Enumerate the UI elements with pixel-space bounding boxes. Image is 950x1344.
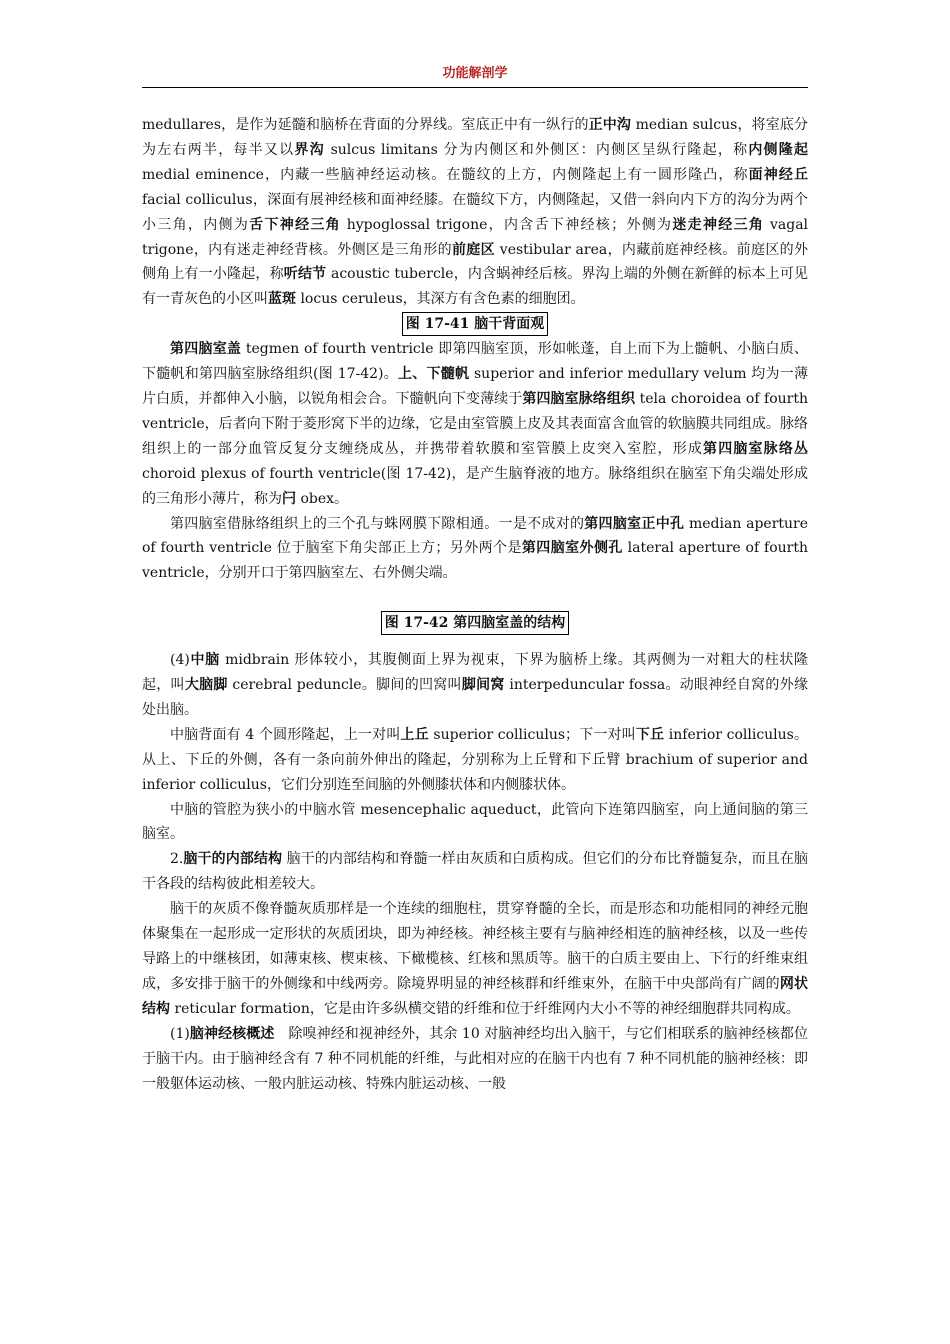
- term: 界沟: [294, 141, 325, 158]
- text: superior and inferior medullary velum 均为一薄片白质，并都伸入小脑，以锐角相会合。下髓帆向下变薄续于: [142, 366, 808, 407]
- term: 第四脑室外侧孔: [521, 540, 623, 557]
- text: cerebral peduncle。脚间的凹窝叫: [227, 677, 462, 694]
- term: 下丘: [635, 726, 665, 743]
- paragraph-fourth-ventricle-roof: [142, 337, 808, 511]
- section-number: 2.: [170, 851, 184, 868]
- text: medial eminence，内藏一些脑神经运动核。在髓纹的上方，内侧隆起上有一圆形隆凸，称: [142, 166, 749, 183]
- text: vestibular area，内藏前庭神经核。前庭区的外侧角上有一小隆起，称: [142, 241, 808, 283]
- text: 脑干的灰质不像脊髓灰质那样是一个连续的细胞柱，贯穿脊髓的全长，而是形态和功能相同的神经元胞体聚集在一起形成一定形状的灰质团块，即为神经核。神经核主要有与脑神经相连的脑神经核，以及一些传导路上的中继核团，如薄束核、楔束核、下橄榄核、红核和黑质等。脑干的白质主要由上、下行的纤维束组成，多安排于脑干的外侧缘和中线两旁。除境界明显的神经核群和纤维束外，在脑干中央部尚有广阔的: [142, 901, 808, 992]
- term: 脑干的内部结构: [183, 851, 283, 868]
- term: 大脑脚: [184, 677, 228, 694]
- text: midbrain 形体较小，其腹侧面上界为视束，下界为脑桥上缘。其两侧为一对粗大的柱状隆起，叫: [142, 652, 809, 694]
- text: hypoglossal trigone，内含舌下神经核；外侧为: [341, 216, 673, 233]
- text: locus ceruleus，其深方有含色素的细胞团。: [296, 291, 585, 308]
- page-body: [142, 113, 808, 1096]
- paragraph-aqueduct: [142, 798, 808, 848]
- text: 脑干的内部结构和脊髓一样由灰质和白质构成。但它们的分布比脊髓复杂，而且在脑干各段的结构彼此相差较大。: [142, 851, 809, 893]
- term: 听结节: [283, 266, 327, 283]
- header-divider: [142, 87, 808, 88]
- section-number: (4): [170, 652, 190, 669]
- term: 中脑: [189, 652, 220, 669]
- figure-caption-17-41: 图 17-41 脑干背面观: [402, 312, 549, 336]
- section-number: (1): [170, 1025, 190, 1042]
- text: vagal trigone，内有迷走神经背核。外侧区是三角形的: [142, 216, 809, 258]
- figure-caption-wrap: [142, 611, 808, 636]
- term: 上、下髓帆: [398, 366, 470, 383]
- text: median sulcus，将室底分为左右两半，每半又以: [142, 117, 808, 158]
- text: 第四脑室借脉络组织上的三个孔与蛛网膜下隙相通。一是不成对的: [170, 515, 585, 532]
- spacer: [142, 636, 808, 648]
- text: sulcus limitans 分为内侧区和外侧区：内侧区呈纵行隆起，称: [324, 141, 749, 158]
- text: 中脑背面有 4 个圆形隆起，上一对叫: [170, 726, 401, 743]
- spacer: [142, 586, 808, 611]
- term: 前庭区: [451, 241, 495, 258]
- text: superior colliculus；下一对叫: [428, 726, 636, 743]
- paragraph-midbrain: [142, 648, 808, 723]
- paragraph-apertures: [142, 512, 808, 587]
- paragraph-rhomboid-fossa: [142, 113, 808, 312]
- term: 网状结构: [142, 975, 809, 1017]
- text: acoustic tubercle，内含蜗神经后核。界沟上端的外侧在新鲜的标本上可见有一青灰色的小区叫: [142, 266, 809, 308]
- term: 第四脑室脉络组织: [522, 390, 636, 407]
- figure-caption-wrap: [142, 312, 808, 337]
- text: choroid plexus of fourth ventricle(图 17-42)，是产生脑脊液的地方。脉络组织在脑室下角尖端处形成的三角形小薄片，称为: [142, 465, 808, 507]
- term: 脚间窝: [461, 677, 505, 694]
- term: 第四脑室脉络丛: [703, 440, 809, 457]
- term: 舌下神经三角: [249, 216, 341, 233]
- term: 面神经丘: [748, 166, 808, 183]
- paragraph-gray-matter: [142, 897, 808, 1022]
- term: 上丘: [400, 726, 429, 743]
- text: 除嗅神经和视神经外，其余 10 对脑神经均出入脑干，与它们相联系的脑神经核都位于脑干内。由于脑神经含有 7 种不同机能的纤维，与此相对应的在脑干内也有 7 种不同机能的脑神经核：即一般躯体运动核、一般内脏运动核、特殊内脏运动核、一般: [142, 1025, 808, 1092]
- term: 脑神经核概述: [189, 1025, 275, 1042]
- term: 第四脑室正中孔: [584, 515, 685, 532]
- text: medullares，是作为延髓和脑桥在背面的分界线。室底正中有一纵行的: [142, 117, 589, 133]
- paragraph-internal-structure: [142, 847, 808, 897]
- term: 闩: [282, 490, 296, 507]
- term: 迷走神经三角: [672, 216, 765, 233]
- paragraph-colliculi: [142, 723, 808, 798]
- text: inferior colliculus。从上、下丘的外侧，各有一条向前外伸出的隆起，分别称为上丘臂和下丘臂 brachium of superior and inferior colliculus，它们分别连至间脑的外侧膝状体和内侧膝状体。: [142, 726, 809, 793]
- term: 内侧隆起: [748, 141, 809, 158]
- text: tegmen of fourth ventricle 即第四脑室顶，形如帐蓬，自上而下为上髓帆、小脑白质、下髓帆和第四脑室脉络组织(图 17-42)。: [142, 341, 809, 383]
- text: tela choroidea of fourth ventricle，后者向下附于菱形窝下半的边缘，它是由室管膜上皮及其表面富含血管的软脑膜共同组成。脉络组织上的一部分血管反复分支缠绕成丛，并携带着软膜和室管膜上皮突入室腔，形成: [142, 390, 808, 457]
- text: obex。: [296, 490, 349, 507]
- figure-caption-17-42: 图 17-42 第四脑室盖的结构: [381, 611, 570, 635]
- term: 蓝斑: [268, 291, 296, 308]
- paragraph-cranial-nerve-nuclei: [142, 1022, 808, 1097]
- text: facial colliculus，深面有展神经核和面神经膝。在髓纹下方，内侧隆起，又借一斜向内下方的沟分为两个小三角，内侧为: [142, 191, 808, 233]
- page-header: 功能解剖学: [442, 66, 508, 81]
- text: 中脑的管腔为狭小的中脑水管 mesencephalic aqueduct，此管向下连第四脑室，向上通间脑的第三脑室。: [142, 801, 808, 843]
- term: 第四脑室盖: [170, 341, 242, 358]
- text: interpeduncular fossa。动眼神经自窝的外缘处出脑。: [142, 677, 808, 718]
- text: median aperture of fourth ventricle 位于脑室下角尖部正上方；另外两个是: [142, 515, 809, 557]
- text: reticular formation，它是由许多纵横交错的纤维和位于纤维网内大小不等的神经细胞群共同构成。: [170, 1000, 800, 1017]
- term: 正中沟: [588, 117, 632, 133]
- text: lateral aperture of fourth ventricle，分别开口于第四脑室左、右外侧尖端。: [142, 540, 808, 582]
